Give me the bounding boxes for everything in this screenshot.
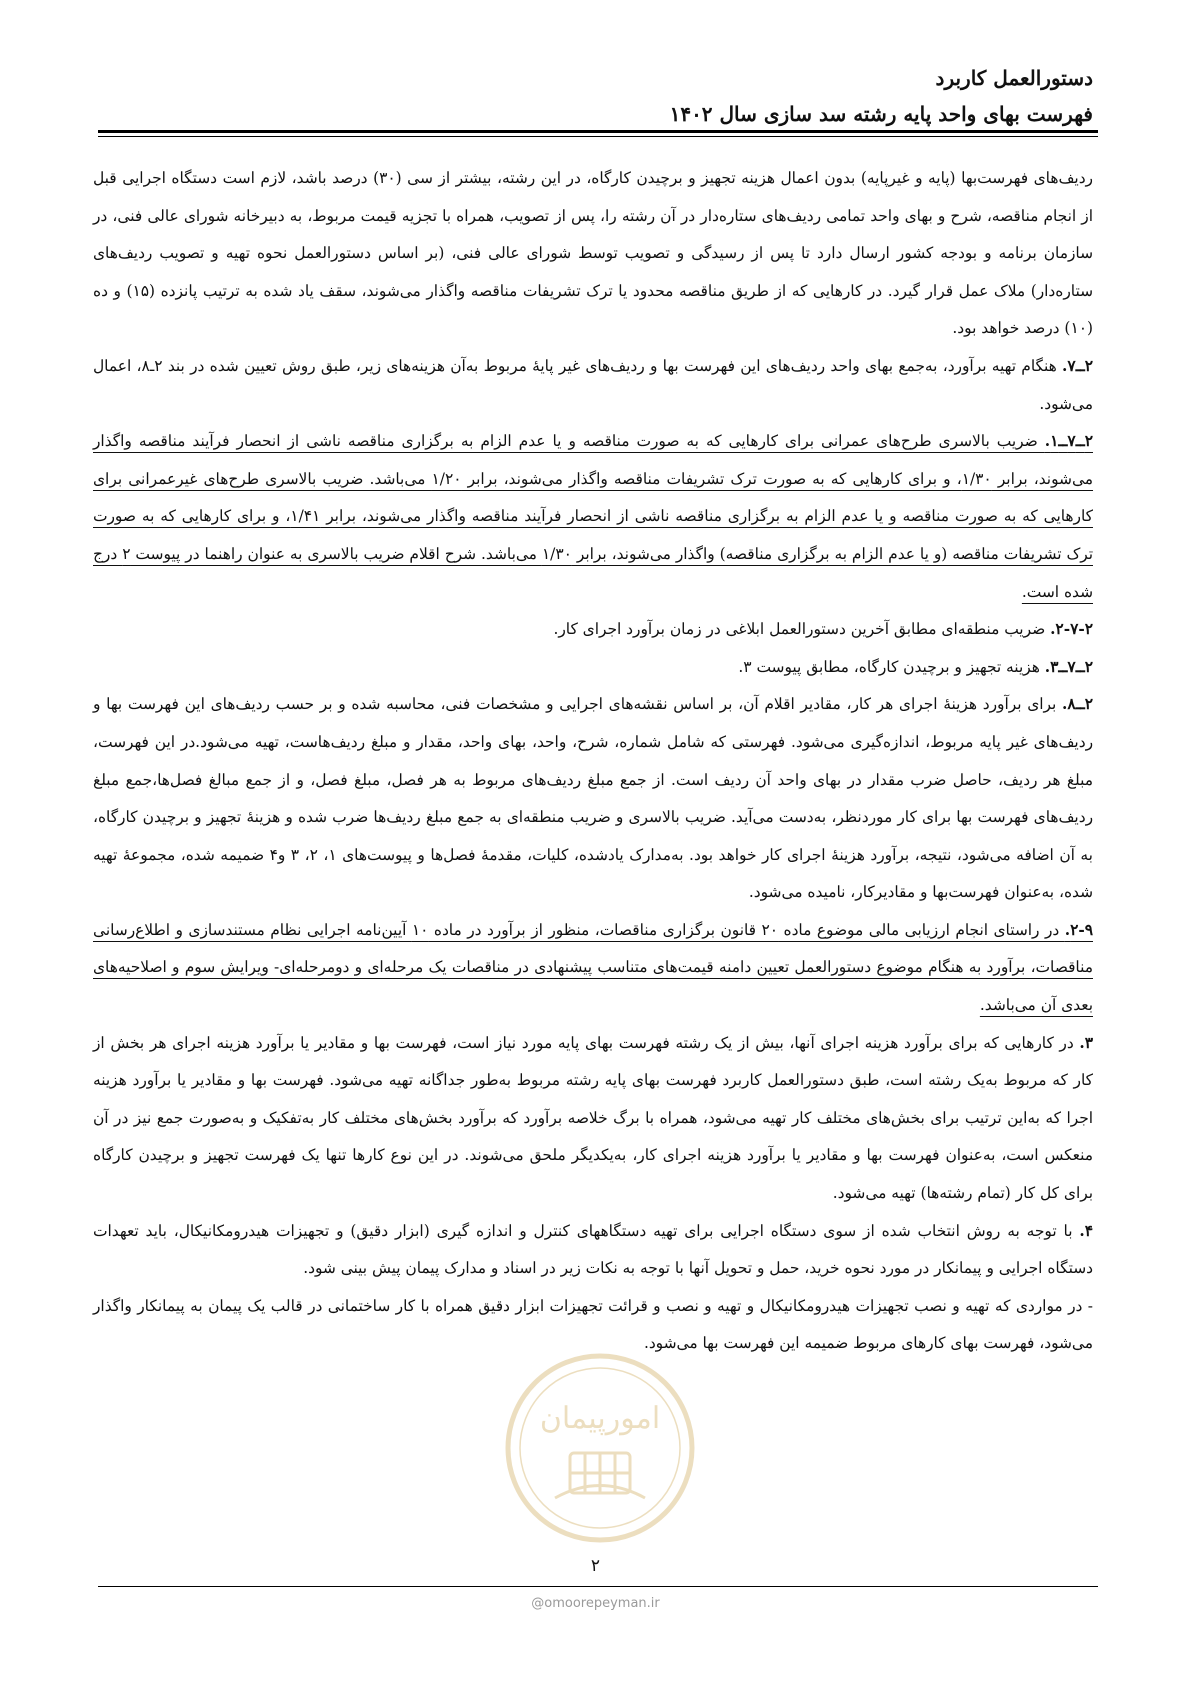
clause-number: ۲ــ۷ــ۳. <box>1044 657 1093 676</box>
paragraph-2-7-1 <box>93 423 1093 611</box>
paragraph-text: در کارهایی که برای برآورد هزینه اجرای آنها، بیش از یک رشته فهرست بهای پایه مورد نیاز است، فهرست بها و مقادیر یا برآورد هزینه اجرای هر بخش از کار که مربوط به‌یک رشته است، طبق دستورالعمل کاربرد فهرست بهای پایه رشته مربوط به‌طور جداگانه تهیه می‌شود. فهرست بها و مقادیر یا برآورد هزینه اجرا که به‌این ترتیب برای بخش‌های مختلف کار تهیه می‌شود، همراه با برگ خلاصه برآورد که برآورد بخش‌های مختلف کار به‌تفکیک و به‌صورت جمع نیز در آن منعکس است، به‌عنوان فهرست بها و مقادیر یا برآورد هزینه اجرای کار، به‌یکدیگر ملحق می‌شوند. در این نوع کارها تنها یک فهرست تجهیز و برچیدن کارگاه برای کل کار (تمام رشته‌ها) تهیه می‌شود. <box>93 1033 1093 1203</box>
clause-number: ۳. <box>1079 1033 1093 1052</box>
paragraph-4-bullet <box>93 1288 1093 1363</box>
paragraph-2-7-3 <box>93 649 1093 687</box>
paragraph-intro-continued <box>93 160 1093 348</box>
paragraph-text: با توجه به روش انتخاب شده از سوی دستگاه اجرایی برای تهیه دستگاههای کنترل و اندازه گیری (ابزار دقیق) و تجهیزات هیدرومکانیکال، باید تعهدات دستگاه اجرایی و پیمانکار در مورد نحوه خرید، حمل و تحویل آنها با توجه به نکات زیر در اسناد و مدارک پیمان پیش بینی شود. <box>93 1221 1093 1278</box>
header-rule-thin <box>98 136 1098 137</box>
paragraph-2-9 <box>93 912 1093 1025</box>
paragraph-3 <box>93 1025 1093 1213</box>
clause-number: ۲ــ۷ــ۱. <box>1044 432 1093 451</box>
document-subtitle: فهرست بهای واحد پایه رشته سد سازی سال ۱۴۰۲ <box>669 102 1093 126</box>
paragraph-text: هنگام تهیه برآورد، به‌جمع بهای واحد ردیف‌های این فهرست بها و ردیف‌های غیر پایهٔ مربوط به‌آن هزینه‌های زیر، طبق روش تعیین شده در بند ۲ـ۸، اعمال می‌شود. <box>93 356 1093 413</box>
clause-number: ۲-۷-۲. <box>1050 620 1093 639</box>
paragraph-text: هزینه تجهیز و برچیدن کارگاه، مطابق پیوست ۳. <box>738 657 1045 676</box>
svg-text:امورپیمان: امورپیمان <box>539 1401 661 1436</box>
paragraph-text: در راستای انجام ارزیابی مالی موضوع ماده ۲۰ قانون برگزاری مناقصات، منظور از برآورد در ماده ۱۰ آیین‌نامه اجرایی نظام مستندسازی و اطلاع‌رسانی مناقصات، برآورد به هنگام موضوع دستورالعمل تعیین دامنه قیمت‌های متناسب پیشنهادی در مناقصات یک مرحله‌ای و دومرحله‌ای- ویرایش سوم و اصلاحیه‌های بعدی آن می‌باشد. <box>93 920 1093 1015</box>
document-body <box>93 160 1093 1363</box>
paragraph-text: - در مواردی که تهیه و نصب تجهیزات هیدرومکانیکال و تهیه و نصب و قرائت تجهیزات ابزار دقیق همراه با کار ساختمانی در قالب یک پیمان به پیمانکار واگذار می‌شود، فهرست بهای کارهای مربوط ضمیمه این فهرست بها می‌شود. <box>93 1296 1093 1353</box>
footer-rule <box>98 1586 1098 1587</box>
paragraph-text: ردیف‌های فهرست‌بها (پایه و غیرپایه) بدون اعمال هزینه تجهیز و برچیدن کارگاه، در این رشته، بیشتر از سی (۳۰) درصد باشد، لازم است دستگاه اجرایی قبل از انجام مناقصه، شرح و بهای واحد تمامی ردیف‌های ستاره‌دار در آن رشته را، پس از تصویب، همراه با تجزیه قیمت مربوط، به دبیرخانه شورای عالی فنی، در سازمان برنامه و بودجه کشور ارسال دارد تا پس از رسیدگی و تصویب توسط شورای عالی فنی، (بر اساس دستورالعمل نحوه تهیه و تصویب ردیف‌های ستاره‌دار) ملاک عمل قرار گیرد. در کارهایی که از طریق مناقصه محدود یا ترک تشریفات مناقصه واگذار می‌شوند، سقف یاد شده به ترتیب پانزده (۱۵) و ده (۱۰) درصد خواهد بود. <box>93 169 1093 338</box>
clause-number: ۴. <box>1079 1221 1093 1240</box>
clause-number: ۲ــ۸. <box>1062 695 1093 714</box>
clause-number: ۲-۹. <box>1064 920 1093 939</box>
paragraph-4 <box>93 1213 1093 1288</box>
paragraph-text: برای برآورد هزینهٔ اجرای هر کار، مقادیر اقلام آن، بر اساس نقشه‌های اجرایی و مشخصات فنی، محاسبه شده و بر حسب ردیف‌های این فهرست بها و ردیف‌های غیر پایه مربوط، اندازه‌گیری می‌شود. فهرستی که شامل شماره، شرح، واحد، بهای واحد، مقدار و مبلغ ردیف‌هاست، تهیه می‌شود.در این فهرست، مبلغ هر ردیف، حاصل ضرب مقدار در بهای واحد آن ردیف است. از جمع مبلغ ردیف‌های مربوط به هر فصل، مبلغ فصل، و از جمع مبالغ فصل‌ها،جمع مبلغ ردیف‌های فهرست بها برای کار موردنظر، به‌دست می‌آید. ضریب بالاسری و ضریب منطقه‌ای به جمع مبلغ ردیف‌ها ضرب شده و هزینهٔ تجهیز و برچیدن کارگاه، به آن اضافه می‌شود، نتیجه، برآورد هزینهٔ اجرای کار خواهد بود. به‌مدارک یادشده، کلیات، مقدمهٔ فصل‌ها و پیوست‌های ۱، ۲، ۳ و۴ ضمیمه شده، مجموعهٔ تهیه شده، به‌عنوان فهرست‌بها و مقادیرکار، نامیده می‌شود. <box>93 695 1093 902</box>
site-url: @omoorepeyman.ir <box>531 1596 660 1611</box>
document-title: دستورالعمل کاربرد <box>935 66 1093 90</box>
page-number: ۲ <box>590 1556 601 1576</box>
clause-number: ۲ــ۷. <box>1062 356 1093 375</box>
paragraph-text: ضریب بالاسری طرح‌های عمرانی برای کارهایی که به صورت مناقصه و یا عدم الزام به برگزاری مناقصه ناشی از انحصار فرآیند مناقصه واگذار می‌شوند، برابر ۱/۳۰، و برای کارهایی که به صورت ترک تشریفات مناقصه واگذار می‌شوند، برابر ۱/۲۰ می‌باشد. ضریب بالاسری طرح‌های غیرعمرانی برای کارهایی که به صورت مناقصه و یا عدم الزام به برگزاری مناقصه ناشی از انحصار فرآیند مناقصه واگذار می‌شوند، برابر ۱/۴۱، و برای کارهایی که به صورت ترک تشریفات مناقصه (و یا عدم الزام به برگزاری مناقصه) واگذار می‌شوند، برابر ۱/۳۰ می‌باشد. شرح اقلام ضریب بالاسری به عنوان راهنما در پیوست ۲ درج شده است. <box>93 432 1094 601</box>
paragraph-2-7 <box>93 348 1093 423</box>
header-rule-thick <box>98 130 1098 133</box>
omoorepeyman-watermark-logo <box>500 1348 700 1548</box>
paragraph-2-8 <box>93 686 1093 912</box>
paragraph-text: ضریب منطقه‌ای مطابق آخرین دستورالعمل ابلاغی در زمان برآورد اجرای کار. <box>553 620 1051 639</box>
page-header <box>93 60 1093 132</box>
paragraph-2-7-2 <box>93 611 1093 649</box>
